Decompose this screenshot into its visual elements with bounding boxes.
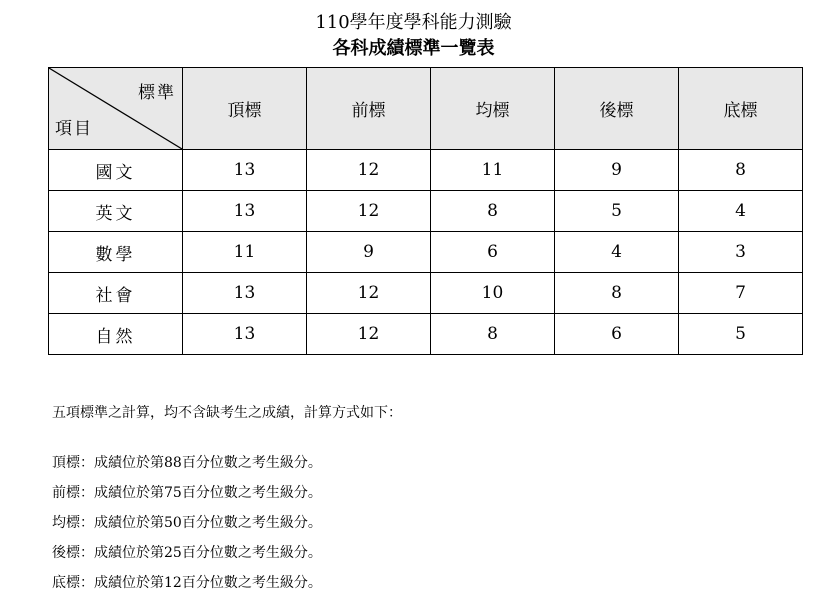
value-cell: 12	[307, 191, 431, 232]
header-cell: 後標	[555, 68, 679, 150]
document-subtitle: 各科成績標準一覽表	[332, 38, 495, 59]
note-line: 底標：成績位於第12百分位數之考生級分。	[52, 575, 322, 591]
value-cell: 3	[679, 232, 803, 273]
notes-intro: 五項標準之計算，均不含缺考生之成績，計算方式如下：	[52, 405, 402, 421]
value-cell: 6	[555, 314, 679, 355]
value-cell: 5	[679, 314, 803, 355]
table-row	[49, 314, 803, 355]
document-title: 110學年度學科能力測驗	[315, 12, 512, 33]
value-cell: 9	[307, 232, 431, 273]
value-cell: 9	[555, 150, 679, 191]
value-cell: 11	[183, 232, 307, 273]
value-cell: 10	[431, 273, 555, 314]
value-cell: 13	[183, 314, 307, 355]
note-line: 頂標：成績位於第88百分位數之考生級分。	[52, 455, 322, 471]
corner-header-cell	[49, 68, 183, 150]
value-cell: 8	[431, 191, 555, 232]
value-cell: 6	[431, 232, 555, 273]
table-header-row	[49, 68, 803, 150]
value-cell: 12	[307, 150, 431, 191]
score-standards-table	[48, 67, 803, 355]
table-row	[49, 232, 803, 273]
table-row	[49, 273, 803, 314]
value-cell: 4	[555, 232, 679, 273]
calculation-notes	[52, 398, 402, 598]
note-line: 前標：成績位於第75百分位數之考生級分。	[52, 485, 322, 501]
subject-cell: 英文	[49, 191, 183, 232]
value-cell: 4	[679, 191, 803, 232]
table-row	[49, 150, 803, 191]
value-cell: 13	[183, 273, 307, 314]
header-cell: 底標	[679, 68, 803, 150]
subject-cell: 國文	[49, 150, 183, 191]
value-cell: 12	[307, 314, 431, 355]
value-cell: 13	[183, 150, 307, 191]
note-line: 後標：成績位於第25百分位數之考生級分。	[52, 545, 322, 561]
header-cell: 均標	[431, 68, 555, 150]
subject-cell: 數學	[49, 232, 183, 273]
value-cell: 5	[555, 191, 679, 232]
value-cell: 8	[555, 273, 679, 314]
value-cell: 7	[679, 273, 803, 314]
value-cell: 13	[183, 191, 307, 232]
header-cell: 前標	[307, 68, 431, 150]
value-cell: 12	[307, 273, 431, 314]
value-cell: 8	[431, 314, 555, 355]
corner-label-standard: 標準	[138, 83, 176, 103]
subject-cell: 自然	[49, 314, 183, 355]
corner-label-subject: 項目	[55, 119, 93, 139]
subject-cell: 社會	[49, 273, 183, 314]
value-cell: 11	[431, 150, 555, 191]
header-cell: 頂標	[183, 68, 307, 150]
value-cell: 8	[679, 150, 803, 191]
table-row	[49, 191, 803, 232]
note-line: 均標：成績位於第50百分位數之考生級分。	[52, 515, 322, 531]
